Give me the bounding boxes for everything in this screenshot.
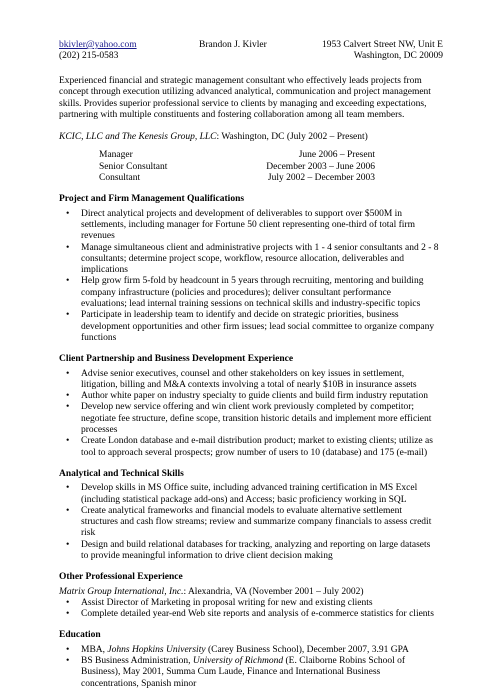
education-list: [59, 645, 439, 690]
list-item-text: Manage simultaneous client and administrative projects with 1 - 4 senior consultants and 2 - 8 consultants; determine project scope, workflow, resource allocation, deliverables and implications: [81, 242, 439, 276]
list-item-text: Create London database and e-mail distribution product; market to existing clients; utilize as tool to approach several prospects; grow number of users to 10 (database) and 175 (e-mail): [81, 436, 433, 458]
bullet-icon: •: [66, 276, 70, 287]
degree-details: (E. Claiborne Robins School of Business), May 2001, Summa Cum Laude, Finance and International Business concentrations, Spanish minor: [81, 656, 406, 689]
list-item-text: Create analytical frameworks and financial models to evaluate alternative settlement structures and cash flow streams; review and summarize company financials to assess credit risk: [81, 505, 432, 539]
bullet-icon: •: [66, 505, 70, 516]
degree-details: (Carey Business School), December 2007, 3.91 GPA: [205, 644, 409, 655]
contact-header: [59, 40, 443, 64]
list-item: [59, 209, 439, 243]
degree-prefix: MBA,: [81, 644, 108, 655]
list-item-text: Participate in leadership team to identify and decide on strategic priorities, business development opportunities and other firm issues; lead social committee to organize company functions: [81, 310, 435, 343]
list-item: [59, 656, 439, 690]
list-item: [59, 243, 439, 277]
bullet-icon: •: [66, 310, 70, 321]
list-item: [59, 506, 439, 540]
list-item: [59, 369, 439, 392]
candidate-name: Brandon J. Kivler: [199, 40, 267, 50]
bullet-icon: •: [66, 436, 70, 447]
employer-location-dates: : Washington, DC (July 2002 – Present): [216, 132, 368, 143]
list-item-text: Develop new service offering and win client work previously completed by competitor; negotiate fee structure, define scope, transition historic details and implement more efficient processes: [81, 402, 432, 436]
bullet-icon: •: [66, 656, 70, 667]
list-item: [59, 645, 439, 656]
role-dates: July 2002 – December 2003: [267, 173, 375, 184]
bullet-icon: •: [66, 242, 70, 253]
role-row: [99, 173, 375, 184]
list-item-text: Help grow firm 5-fold by headcount in 5 years through recruiting, mentoring and building company infrastructure (policies and procedures); deliver consultant performance evaluations; lead internal training sessions on technical skills and industry-specific topics: [81, 276, 424, 310]
list-item: [59, 609, 439, 620]
address-city: Washington, DC 20009: [353, 51, 443, 62]
section-heading-other-experience: Other Professional Experience: [59, 572, 183, 583]
role-row: [99, 162, 375, 173]
section-heading-education: Education: [59, 630, 101, 641]
other-employer-line: [59, 587, 439, 598]
role-title: Consultant: [99, 173, 141, 184]
list-item: [59, 436, 439, 459]
role-row: [99, 150, 375, 161]
degree-prefix: BS Business Administration,: [81, 656, 193, 667]
list-item: [59, 483, 439, 506]
list-item-text: Direct analytical projects and development of deliverables to support over $500M in settlements, including manager for Fortune 50 client representing one-third of total firm revenues: [81, 208, 415, 242]
section-heading-client-partnership: Client Partnership and Business Development Experience: [59, 354, 294, 365]
project-management-list: [59, 209, 439, 345]
list-item: [59, 391, 439, 402]
other-experience-list: [59, 598, 439, 621]
list-item-text: Advise senior executives, counsel and other stakeholders on key issues in settlement, litigation, billing and M&A contexts involving a total of nearly $10B in insurance assets: [81, 368, 417, 390]
list-item-text: Complete detailed year-end Web site reports and analysis of e-commerce statistics for clients: [81, 609, 434, 620]
list-item-text: Assist Director of Marketing in proposal writing for new and existing clients: [81, 597, 373, 608]
list-item: [59, 540, 439, 563]
role-title: Manager: [99, 150, 133, 161]
school-name: University of Richmond: [192, 656, 284, 667]
list-item-text: Author white paper on industry specialty to guide clients and build firm industry reputation: [81, 391, 428, 402]
employer-line: [59, 132, 439, 143]
bullet-icon: •: [66, 609, 70, 620]
bullet-icon: •: [66, 483, 70, 494]
school-name: Johns Hopkins University: [107, 644, 206, 655]
list-item: [59, 402, 439, 436]
email-link[interactable]: bkivler@yahoo.com: [59, 40, 137, 50]
role-dates: December 2003 – June 2006: [266, 161, 375, 172]
bullet-icon: •: [66, 539, 70, 550]
summary-paragraph: Experienced financial and strategic management consultant who effectively leads projects from concept through execution utilizing advanced analytical, communication and project management skills. Provides superior professional service to clients by managing and exceeding expectations, partnering with multiple constituents and fostering collaboration among all team members.: [59, 76, 431, 120]
list-item: [59, 276, 439, 310]
list-item-text: Develop skills in MS Office suite, including advanced training certification in MS Excel (including statistical package add-ons) and Access; basic proficiency working in SQL: [81, 483, 418, 505]
list-item: [59, 310, 439, 344]
address: [322, 40, 443, 63]
list-item-text: Design and build relational databases for tracking, analyzing and reporting on large datasets to provide meaningful information to drive client decision making: [81, 539, 431, 561]
section-heading-analytical-skills: Analytical and Technical Skills: [59, 468, 184, 479]
role-dates: June 2006 – Present: [298, 150, 375, 161]
other-employer-name: Matrix Group International, Inc.: [59, 586, 184, 597]
bullet-icon: •: [66, 402, 70, 413]
client-partnership-list: [59, 369, 439, 459]
phone-number: (202) 215-0583: [59, 51, 119, 62]
address-street: 1953 Calvert Street NW, Unit E: [321, 40, 443, 50]
bullet-icon: •: [66, 208, 70, 219]
roles-list: [99, 150, 375, 184]
other-employer-location-dates: : Alexandria, VA (November 2001 – July 2002): [183, 586, 364, 597]
bullet-icon: •: [66, 368, 70, 379]
section-heading-project-management: Project and Firm Management Qualifications: [59, 194, 245, 205]
contact-left: [59, 40, 137, 63]
analytical-skills-list: [59, 483, 439, 562]
list-item: [59, 598, 439, 609]
bullet-icon: •: [66, 597, 70, 608]
employer-name: KCIC, LLC and The Kenesis Group, LLC: [59, 132, 217, 143]
role-title: Senior Consultant: [99, 161, 168, 172]
resume-page: [59, 40, 443, 690]
bullet-icon: •: [66, 644, 70, 655]
bullet-icon: •: [66, 391, 70, 402]
